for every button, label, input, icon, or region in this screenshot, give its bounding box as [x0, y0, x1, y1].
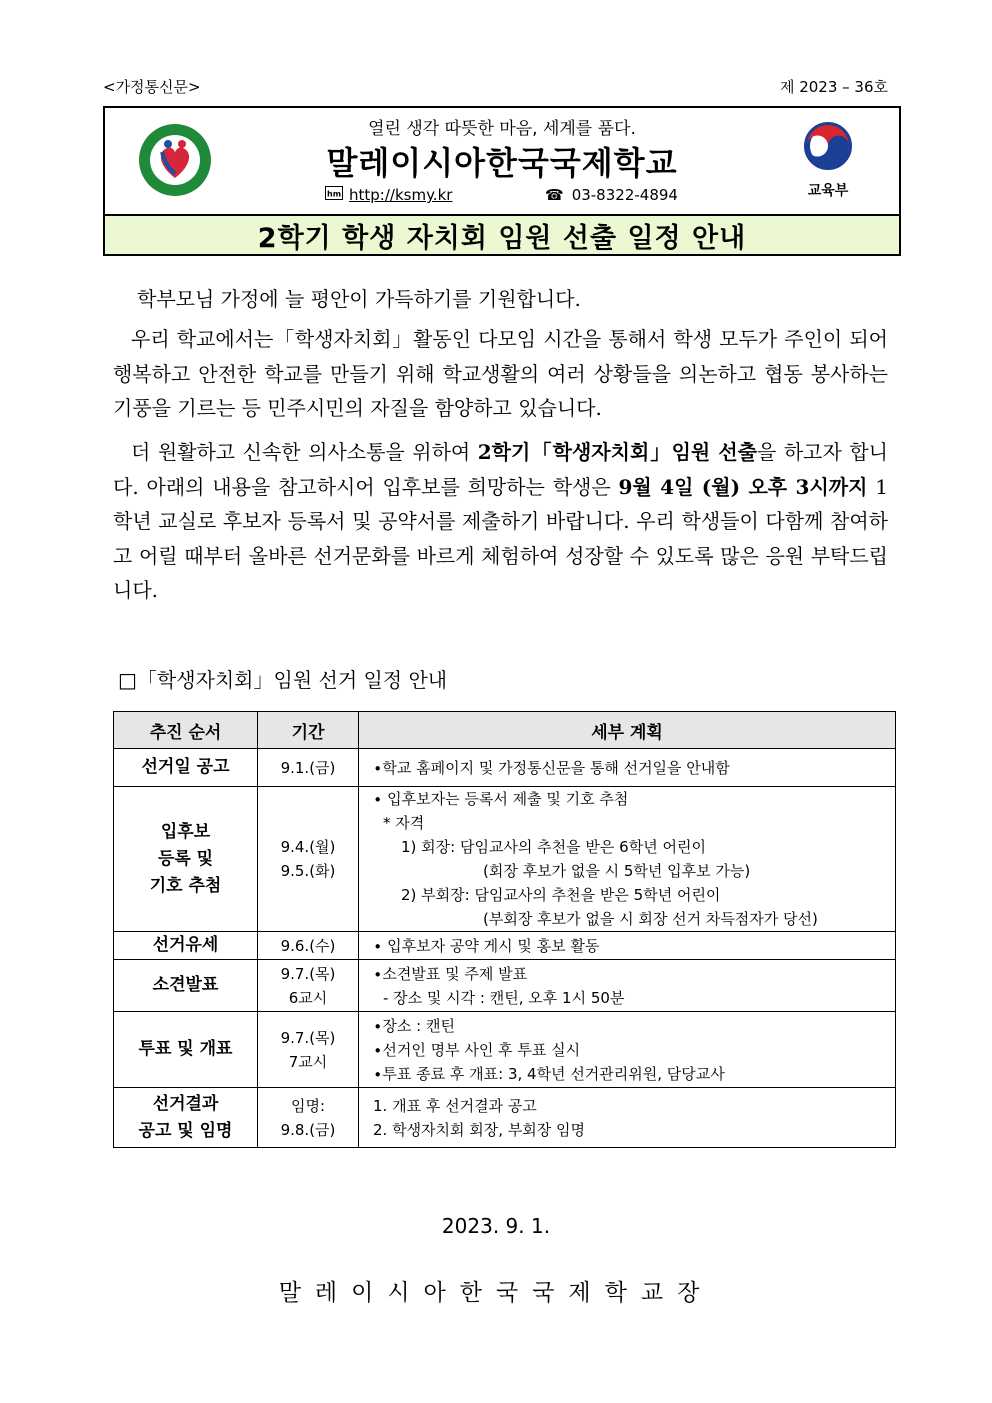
detail-line: 2) 부회장: 담임교사의 추천을 받은 5학년 어린이 — [401, 886, 721, 904]
detail-line: 2. 학생자치회 회장, 부회장 임명 — [373, 1120, 586, 1139]
header-step: 추진 순서 — [114, 712, 258, 749]
letterhead — [103, 106, 901, 256]
table-row — [114, 932, 896, 960]
notice-text-3: 1학년 교실로 후보자 등록서 및 공약서를 제출하기 바랍니다. 우리 학생들이 다함께 참여하고 어릴 때부터 올바른 선거문화를 바르게 체험하여 성장할 수 있도록 많은 응원 부탁드립니다. — [113, 474, 888, 602]
detail-line: ∙선거인 명부 사인 후 투표 실시 — [373, 1040, 581, 1059]
header-period: 기간 — [258, 712, 359, 749]
greeting-paragraph: 학부모님 가정에 늘 평안이 가득하기를 기원합니다. — [137, 287, 581, 311]
period-line: 9.8.(금) — [280, 1120, 336, 1139]
period-line: 임명: — [290, 1096, 326, 1115]
notice-text-2: 을 하고자 합니다. 아래의 내용을 참고하시어 입후보를 희망하는 학생은 — [113, 440, 888, 499]
step-cell: 투표 및 개표 — [114, 1012, 258, 1088]
period-line: 9.5.(화) — [280, 862, 336, 880]
detail-line: 1. 개표 후 선거결과 공고 — [373, 1096, 537, 1115]
letterhead-top — [105, 108, 899, 214]
notice-paragraph — [113, 435, 888, 608]
period-cell — [258, 960, 359, 1012]
table-row — [114, 787, 896, 932]
phone-number: 03-8322-4894 — [571, 186, 678, 204]
period-line: 9.4.(월) — [280, 838, 336, 856]
step-cell — [114, 787, 258, 932]
ministry-label: 교육부 — [807, 183, 849, 199]
notice-highlight-1: 2학기「학생자치회」임원 선출 — [477, 440, 758, 464]
ministry-logo-icon — [798, 122, 858, 202]
table-row — [114, 960, 896, 1012]
period-cell — [258, 787, 359, 932]
step-cell — [114, 1088, 258, 1148]
schedule-section-title: □「학생자치회」임원 선거 일정 안내 — [118, 668, 448, 692]
details-cell — [359, 749, 896, 787]
school-motto: 열린 생각 따뜻한 마음, 세계를 품다. — [368, 119, 636, 139]
detail-line: * 자격 — [383, 814, 425, 832]
school-name: 말레이시아한국국제학교 — [326, 144, 678, 182]
home-icon — [325, 186, 343, 204]
document-title: 2학기 학생 자치회 임원 선출 일정 안내 — [105, 214, 899, 254]
notice-highlight-2: 9월 4일 (월) 오후 3시까지 — [618, 474, 868, 499]
details-cell — [359, 1088, 896, 1148]
table-header-row — [114, 712, 896, 749]
issue-date: 2023. 9. 1. — [441, 1214, 551, 1238]
period-cell: 9.6.(수) — [258, 932, 359, 960]
detail-line: ∙투표 종료 후 개표: 3, 4학년 선거관리위원, 담당교사 — [373, 1064, 725, 1083]
schedule-table — [113, 711, 896, 1148]
detail-line: ∙소견발표 및 주제 발표 — [373, 964, 528, 983]
details-cell — [359, 960, 896, 1012]
website-link[interactable]: http://ksmy.kr — [349, 186, 453, 204]
detail-line: (부회장 후보가 없을 시 회장 선거 차득점자가 당선) — [483, 910, 818, 928]
phone-icon: ☎ — [545, 186, 564, 204]
header-details: 세부 계획 — [359, 712, 896, 749]
phone-contact — [545, 186, 678, 204]
detail-line: ∙ 입후보자는 등록서 제출 및 기호 추첨 — [373, 790, 629, 808]
detail-line: ∙장소 : 캔틴 — [373, 1016, 455, 1035]
period-line: 9.7.(목) — [280, 1028, 336, 1047]
step-line: 선거결과 — [152, 1093, 219, 1114]
table-row — [114, 1012, 896, 1088]
step-cell: 선거유세 — [114, 932, 258, 960]
detail-line: - 장소 및 시각 : 캔틴, 오후 1시 50분 — [383, 988, 625, 1007]
intro-paragraph: 우리 학교에서는「학생자치회」활동인 다모임 시간을 통해서 학생 모두가 주인이 되어 행복하고 안전한 학교를 만들기 위해 학교생활의 여러 상황들을 의논하고 협동 봉사하는 기풍을 기르는 등 민주시민의 자질을 함양하고 있습니다. — [113, 327, 888, 420]
detail-line: ∙ 입후보자 공약 게시 및 홍보 활동 — [373, 936, 600, 955]
newsletter-label: <가정통신문> — [103, 78, 201, 96]
period-line: 6교시 — [288, 988, 328, 1007]
period-line: 7교시 — [288, 1052, 328, 1071]
period-cell: 9.1.(금) — [258, 749, 359, 787]
period-cell — [258, 1012, 359, 1088]
details-cell — [359, 787, 896, 932]
detail-line: 1) 회장: 담임교사의 추천을 받은 6학년 어린이 — [401, 838, 706, 856]
step-cell: 선거일 공고 — [114, 749, 258, 787]
step-line: 공고 및 임명 — [138, 1120, 233, 1141]
notice-text-1: 더 원활하고 신속한 의사소통을 위하여 — [131, 440, 478, 464]
period-cell — [258, 1088, 359, 1148]
step-line: 입후보 — [160, 821, 211, 842]
step-line: 기호 추첨 — [149, 875, 222, 896]
table-row — [114, 749, 896, 787]
principal-signature: 말레이시아한국국제학교장 — [278, 1280, 714, 1306]
step-line: 등록 및 — [157, 848, 214, 869]
step-cell: 소견발표 — [114, 960, 258, 1012]
detail-line: ∙학교 홈페이지 및 가정통신문을 통해 선거일을 안내함 — [373, 758, 730, 777]
table-row — [114, 1088, 896, 1148]
issue-number: 제 2023 – 36호 — [779, 78, 888, 96]
details-cell — [359, 1012, 896, 1088]
detail-line: (회장 후보가 없을 시 5학년 입후보 가능) — [483, 862, 751, 880]
svg-text:hm: hm — [327, 189, 342, 199]
period-line: 9.7.(목) — [280, 964, 336, 983]
website-contact — [325, 186, 452, 204]
details-cell — [359, 932, 896, 960]
